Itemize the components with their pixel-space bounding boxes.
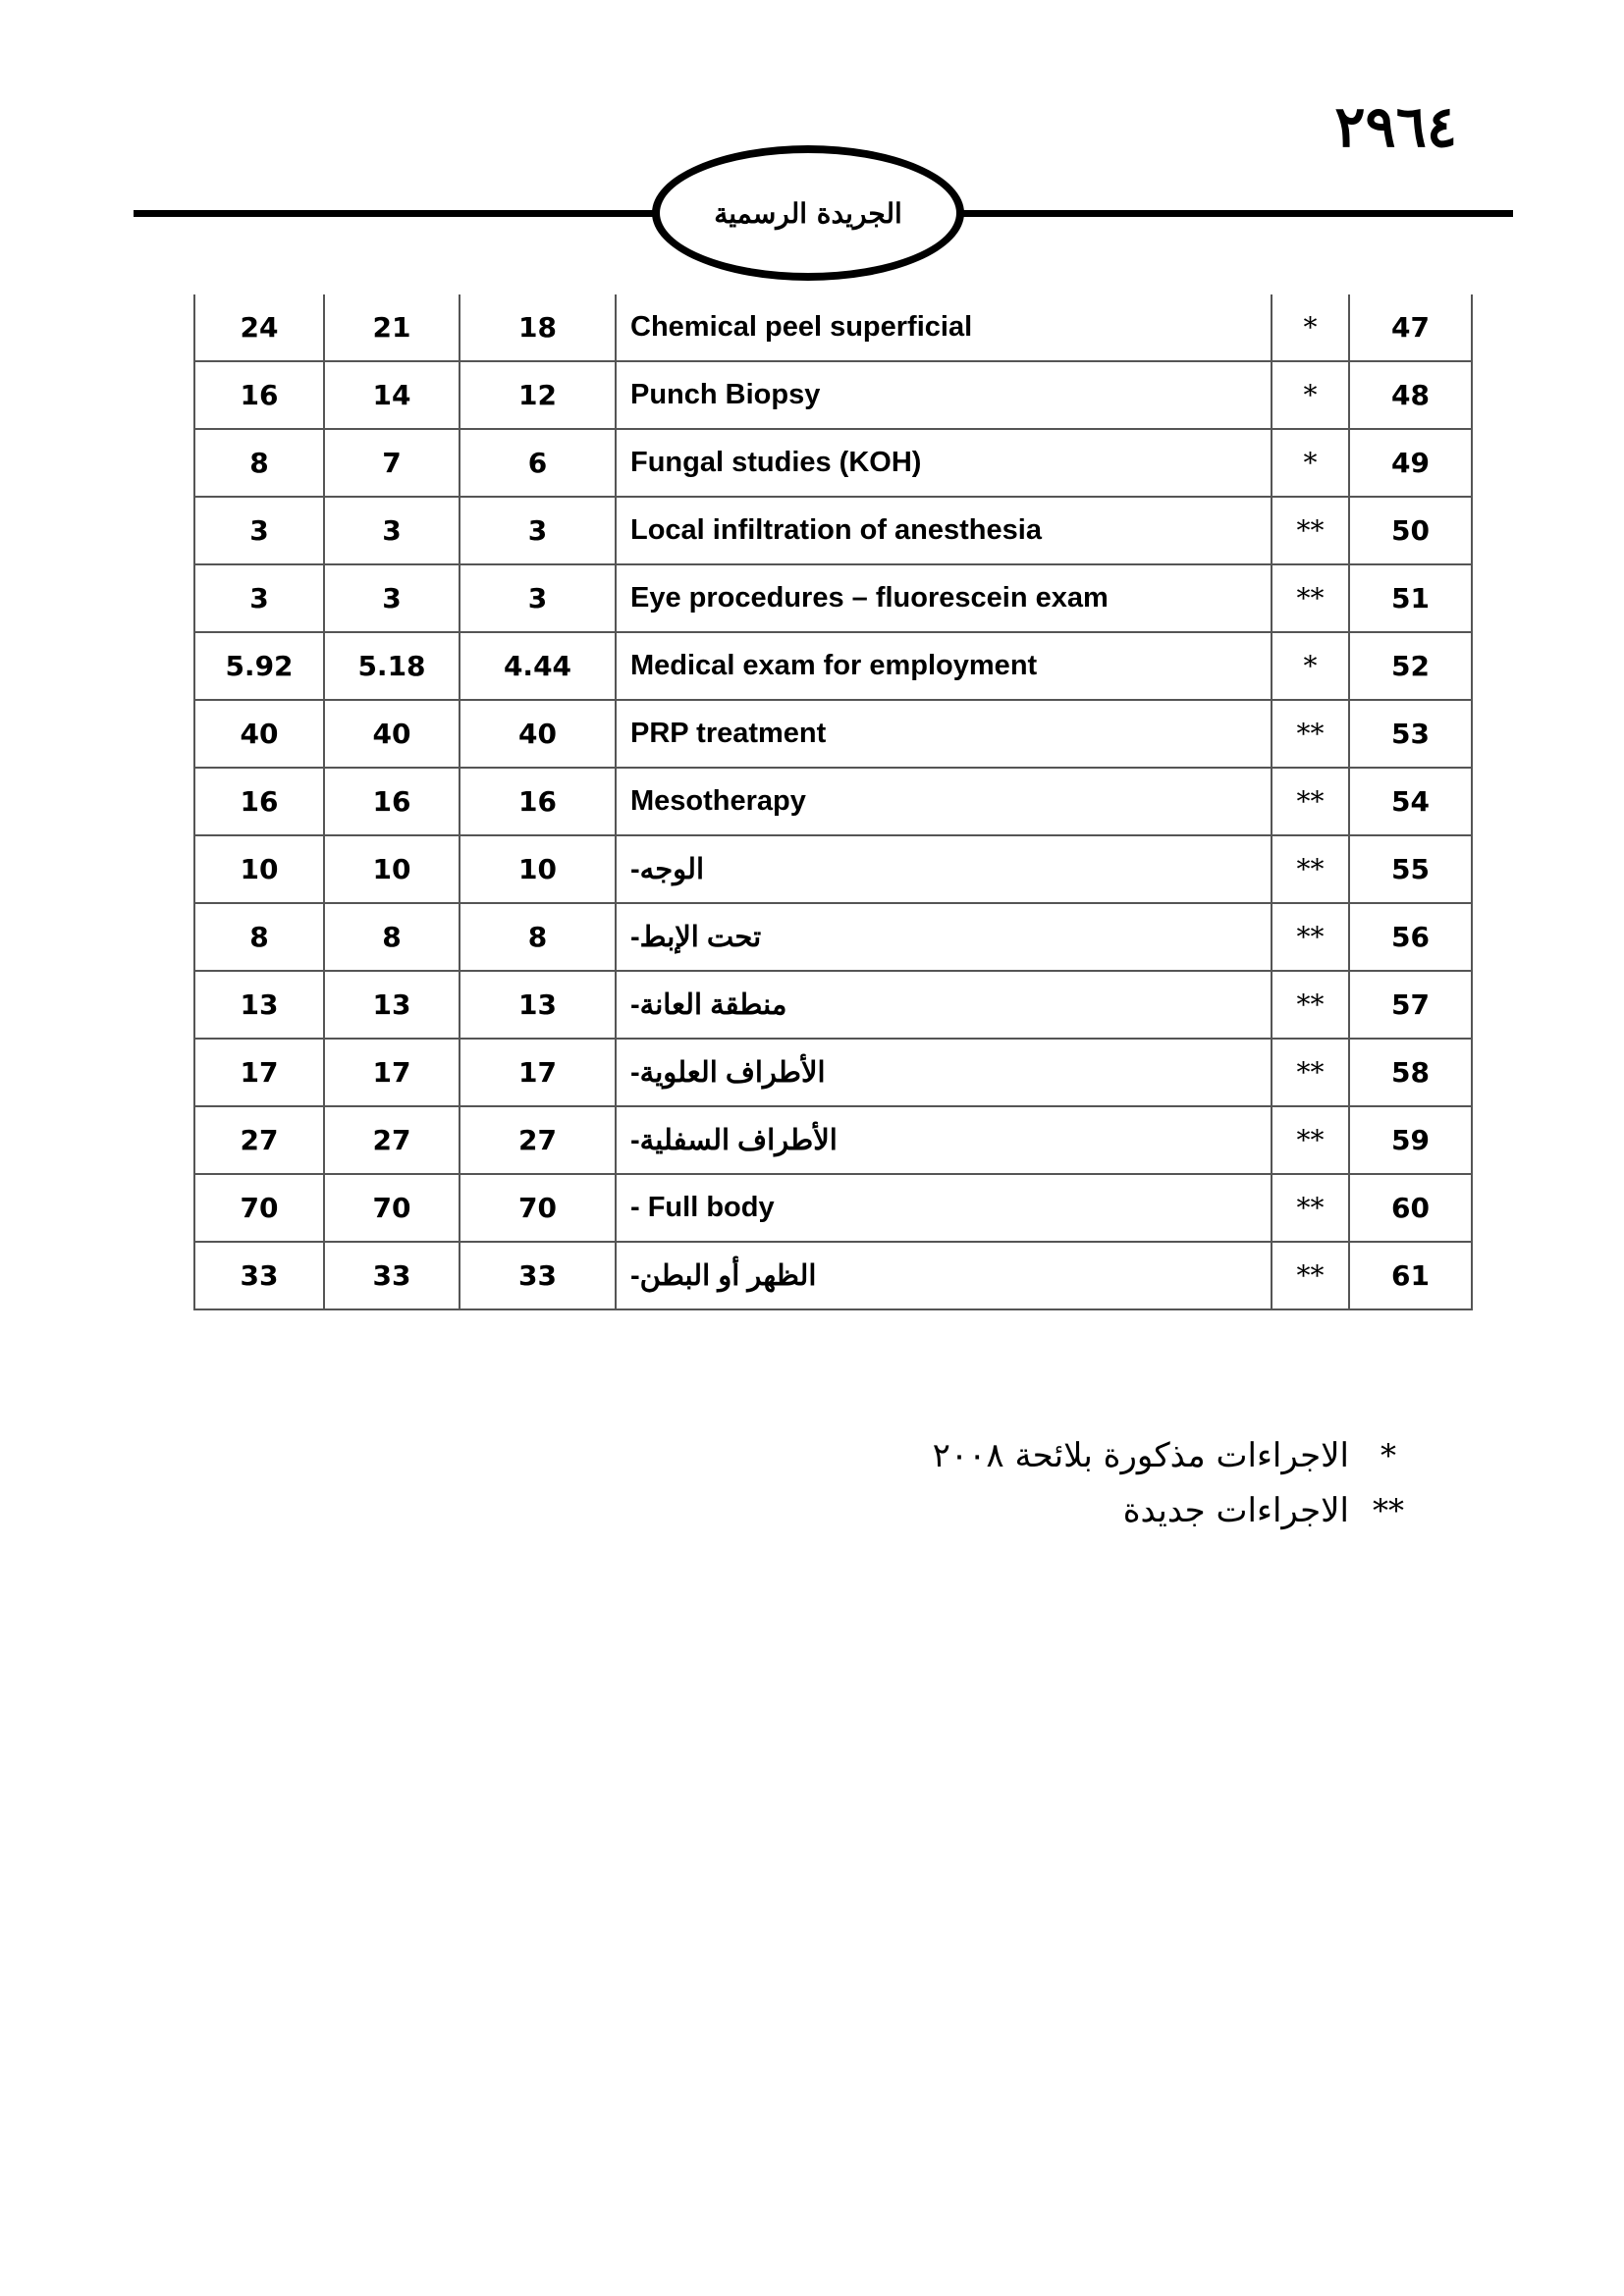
row-number: 49 <box>1349 429 1472 497</box>
fee-col-a: 24 <box>194 294 324 361</box>
row-number: 51 <box>1349 564 1472 632</box>
row-number: 61 <box>1349 1242 1472 1309</box>
row-number: 58 <box>1349 1039 1472 1106</box>
row-number: 59 <box>1349 1106 1472 1174</box>
procedure-name: Punch Biopsy <box>616 361 1272 429</box>
header-oval <box>652 145 964 281</box>
fee-col-a: 70 <box>194 1174 324 1242</box>
fee-col-b: 70 <box>324 1174 460 1242</box>
fee-col-a: 8 <box>194 903 324 971</box>
legend-symbol: ** <box>1373 1492 1404 1529</box>
table-row <box>194 429 1472 497</box>
procedure-name: -منطقة العانة <box>616 971 1272 1039</box>
procedure-mark: * <box>1272 294 1349 361</box>
fee-col-b: 5.18 <box>324 632 460 700</box>
fees-table <box>193 294 1473 1310</box>
legend-text: الاجراءات مذكورة بلائحة ٢٠٠٨ <box>932 1436 1349 1475</box>
fee-col-a: 27 <box>194 1106 324 1174</box>
table-row <box>194 1174 1472 1242</box>
fee-col-a: 16 <box>194 768 324 835</box>
fee-col-a: 3 <box>194 564 324 632</box>
fees-table-body <box>194 294 1472 1309</box>
table-row <box>194 1106 1472 1174</box>
procedure-mark: * <box>1272 429 1349 497</box>
table-row <box>194 768 1472 835</box>
procedure-name: Fungal studies (KOH) <box>616 429 1272 497</box>
fee-col-c: 3 <box>460 497 616 564</box>
fee-col-b: 10 <box>324 835 460 903</box>
fee-col-a: 10 <box>194 835 324 903</box>
table-row <box>194 1242 1472 1309</box>
procedure-mark: ** <box>1272 1242 1349 1309</box>
fee-col-a: 40 <box>194 700 324 768</box>
fee-col-b: 33 <box>324 1242 460 1309</box>
legend-text: الاجراءات جديدة <box>1122 1491 1349 1530</box>
fee-col-b: 16 <box>324 768 460 835</box>
fee-col-b: 27 <box>324 1106 460 1174</box>
fee-col-b: 8 <box>324 903 460 971</box>
table-row <box>194 497 1472 564</box>
fee-col-a: 17 <box>194 1039 324 1106</box>
fee-col-b: 7 <box>324 429 460 497</box>
fee-col-a: 16 <box>194 361 324 429</box>
procedure-name: Eye procedures – fluorescein exam <box>616 564 1272 632</box>
fee-col-b: 21 <box>324 294 460 361</box>
table-row <box>194 1039 1472 1106</box>
procedure-mark: ** <box>1272 700 1349 768</box>
procedure-mark: ** <box>1272 903 1349 971</box>
procedure-name: Local infiltration of anesthesia <box>616 497 1272 564</box>
fee-col-c: 33 <box>460 1242 616 1309</box>
legend-symbol: * <box>1380 1437 1396 1474</box>
fee-col-a: 33 <box>194 1242 324 1309</box>
fee-col-c: 3 <box>460 564 616 632</box>
legend-item <box>933 1483 1428 1538</box>
table-row <box>194 564 1472 632</box>
fee-col-b: 17 <box>324 1039 460 1106</box>
procedure-mark: ** <box>1272 564 1349 632</box>
table-row <box>194 971 1472 1039</box>
row-number: 60 <box>1349 1174 1472 1242</box>
publication-title: الجريدة الرسمية <box>714 196 902 230</box>
fee-col-c: 16 <box>460 768 616 835</box>
fee-col-b: 14 <box>324 361 460 429</box>
table-row <box>194 294 1472 361</box>
row-number: 56 <box>1349 903 1472 971</box>
procedure-name: - Full body <box>616 1174 1272 1242</box>
table-row <box>194 903 1472 971</box>
procedure-mark: ** <box>1272 1106 1349 1174</box>
table-row <box>194 361 1472 429</box>
procedure-name: PRP treatment <box>616 700 1272 768</box>
procedure-mark: ** <box>1272 768 1349 835</box>
procedure-mark: ** <box>1272 497 1349 564</box>
fee-col-c: 40 <box>460 700 616 768</box>
fee-col-a: 13 <box>194 971 324 1039</box>
procedure-mark: ** <box>1272 835 1349 903</box>
fee-col-c: 12 <box>460 361 616 429</box>
procedure-name: -الأطراف السفلية <box>616 1106 1272 1174</box>
fee-col-a: 5.92 <box>194 632 324 700</box>
procedure-name: -الوجه <box>616 835 1272 903</box>
fee-col-c: 70 <box>460 1174 616 1242</box>
procedure-mark: * <box>1272 632 1349 700</box>
page-number: ٢٩٦٤ <box>1334 93 1457 160</box>
fee-col-b: 13 <box>324 971 460 1039</box>
fee-col-c: 4.44 <box>460 632 616 700</box>
row-number: 52 <box>1349 632 1472 700</box>
table-row <box>194 632 1472 700</box>
fee-col-c: 10 <box>460 835 616 903</box>
fee-col-c: 6 <box>460 429 616 497</box>
row-number: 47 <box>1349 294 1472 361</box>
row-number: 50 <box>1349 497 1472 564</box>
legend-item <box>933 1428 1428 1483</box>
fee-col-a: 8 <box>194 429 324 497</box>
row-number: 53 <box>1349 700 1472 768</box>
table-row <box>194 700 1472 768</box>
fee-col-c: 13 <box>460 971 616 1039</box>
fee-col-c: 27 <box>460 1106 616 1174</box>
procedure-name: Medical exam for employment <box>616 632 1272 700</box>
procedure-mark: ** <box>1272 971 1349 1039</box>
legend <box>933 1428 1428 1538</box>
row-number: 55 <box>1349 835 1472 903</box>
fee-col-b: 3 <box>324 497 460 564</box>
procedure-name: -الأطراف العلوية <box>616 1039 1272 1106</box>
fee-col-c: 17 <box>460 1039 616 1106</box>
procedure-mark: * <box>1272 361 1349 429</box>
row-number: 57 <box>1349 971 1472 1039</box>
fee-col-b: 40 <box>324 700 460 768</box>
procedure-name: Chemical peel superficial <box>616 294 1272 361</box>
table-row <box>194 835 1472 903</box>
fee-col-c: 8 <box>460 903 616 971</box>
fee-col-b: 3 <box>324 564 460 632</box>
procedure-name: -تحت الإبط <box>616 903 1272 971</box>
fee-col-c: 18 <box>460 294 616 361</box>
procedure-mark: ** <box>1272 1174 1349 1242</box>
procedure-name: Mesotherapy <box>616 768 1272 835</box>
procedure-name: -الظهر أو البطن <box>616 1242 1272 1309</box>
row-number: 54 <box>1349 768 1472 835</box>
procedure-mark: ** <box>1272 1039 1349 1106</box>
row-number: 48 <box>1349 361 1472 429</box>
fee-col-a: 3 <box>194 497 324 564</box>
